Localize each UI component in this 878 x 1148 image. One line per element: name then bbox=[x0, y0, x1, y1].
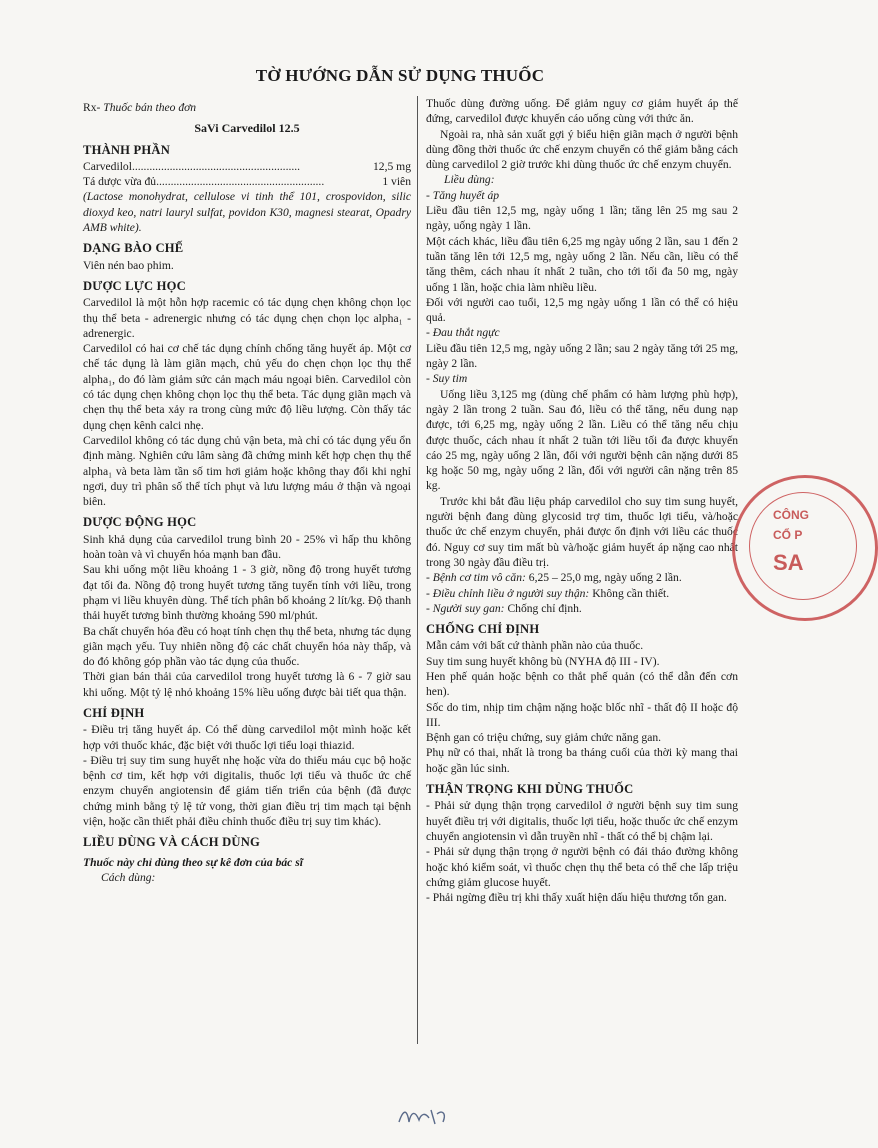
precaution-item: - Phải sử dụng thận trọng ở người bệnh có đái tháo đường không hoặc khó kiểm soát, vì thuốc chẹn thụ thể beta có thể che lấp triệu chứng giảm glucose huyết. bbox=[426, 845, 738, 889]
pharmacokinetics-paragraph: Sinh khả dụng của carvedilol trung bình 20 - 25% vì hấp thu không hoàn toàn và vì chuyển hóa mạnh ban đầu. bbox=[83, 532, 411, 562]
rx-text: Thuốc bán theo đơn bbox=[103, 101, 197, 114]
section-pharmacokinetics-title: DƯỢC ĐỘNG HỌC bbox=[83, 515, 197, 530]
cardiomyopathy-line bbox=[426, 570, 738, 585]
indications-paragraph: - Điều trị tăng huyết áp. Có thể dùng carvedilol một mình hoặc kết hợp với thuốc khác, đặc biệt với thuốc lợi tiểu loại thiazid. bbox=[83, 723, 411, 752]
section-composition-title: THÀNH PHẦN bbox=[83, 142, 171, 157]
pharmacodynamics-paragraph: Carvedilol là một hỗn hợp racemic có tác dụng chẹn không chọn lọc thụ thể beta - adrenergic nhưng có tác dụng chẹn chọn lọc alpha₁ - adrenergic. bbox=[83, 296, 411, 340]
pharmacodynamics-paragraph: Carvedilol có hai cơ chế tác dụng chính chống tăng huyết áp. Một cơ chế tác dụng là làm giãn mạch, chủ yếu do chẹn chọn lọc thụ thể alpha₁, do đó làm giảm sức cản mạch máu ngoại biên. Carvedilol còn có tác dụng chẹn không chọn lọc thụ thể beta. Tác dụng giãn mạch và chẹn thụ thể beta xảy ra trong cùng mức độ liều lượng. Còn thấy tác dụng chẹn kênh calci nhẹ. bbox=[83, 342, 411, 432]
composition-active-value: 12,5 mg bbox=[372, 159, 411, 173]
composition-dots: .......................................................... bbox=[131, 159, 301, 173]
pharmacodynamics-paragraph: Carvedilol không có tác dụng chủ vận beta, mà chỉ có tác dụng yếu ổn định màng. Nghiên cứu lâm sàng đã chứng minh kết hợp chẹn thụ thể alpha₁ và beta làm tần số tim hơi giảm hoặc không thay đổi khi nghỉ ngơi, duy trì phân số thể tích phụt và lưu lượng máu ở thận và ngoại biên. bbox=[83, 433, 411, 509]
heart-failure-paragraph: Trước khi bắt đầu liệu pháp carvedilol cho suy tim sung huyết, người bệnh đang dùng glycosid trợ tim, thuốc lợi tiểu, và/hoặc thuốc ức chế enzym chuyển, phải được ổn định với liều các thuốc đó. Nguy cơ suy tim mất bù và/hoặc giảm huyết áp nặng cao nhất trong 30 ngày đầu điều trị. bbox=[426, 494, 738, 569]
renal-text: Không cần thiết. bbox=[592, 586, 670, 600]
section-indications-title: CHỈ ĐỊNH bbox=[83, 705, 145, 720]
rx-line bbox=[83, 100, 411, 115]
stamp-text-line2: CỔ P bbox=[773, 528, 803, 542]
precaution-item: - Phải ngừng điều trị khi thấy xuất hiện dấu hiệu thương tổn gan. bbox=[426, 891, 727, 905]
right-column bbox=[426, 96, 738, 905]
composition-excipients-list: (Lactose monohydrat, cellulose vi tinh thể 101, crospovidon, silic dioxyd keo, natri lauryl sulfat, povidon K30, magnesi stearat, Opadry AMB white). bbox=[83, 190, 411, 235]
rx-label: Rx- bbox=[83, 101, 101, 114]
cardiomyopathy-text: 6,25 – 25,0 mg, ngày uống 2 lần. bbox=[528, 571, 682, 585]
renal-label: - Điều chỉnh liều ở người suy thận: bbox=[426, 586, 590, 600]
prescription-note: Thuốc này chỉ dùng theo sự kê đơn của bác sĩ bbox=[83, 855, 303, 869]
contraindication-item: Sốc do tim, nhịp tim chậm nặng hoặc blốc nhĩ - thất độ II hoặc độ III. bbox=[426, 700, 738, 729]
section-pharmacodynamics-title: DƯỢC LỰC HỌC bbox=[83, 278, 186, 293]
contraindication-item: Phụ nữ có thai, nhất là trong ba tháng cuối của thời kỳ mang thai hoặc gần lúc sinh. bbox=[426, 746, 738, 775]
administration-label: Cách dùng: bbox=[101, 870, 156, 884]
composition-excipient-name: Tá dược vừa đủ bbox=[83, 175, 157, 189]
hypertension-heading: - Tăng huyết áp bbox=[426, 188, 500, 202]
cardiomyopathy-label: - Bệnh cơ tim vô căn: bbox=[426, 571, 526, 585]
composition-row-active bbox=[83, 159, 411, 174]
hypertension-paragraph: Liều đầu tiên 12,5 mg, ngày uống 1 lần; tăng lên 25 mg sau 2 ngày, uống ngày 1 lần. bbox=[426, 204, 738, 233]
composition-row-excipient bbox=[83, 174, 411, 189]
dosage-form-text: Viên nén bao phim. bbox=[83, 258, 174, 272]
section-dosage-title: LIỀU DÙNG VÀ CÁCH DÙNG bbox=[83, 835, 260, 850]
contraindication-item: Hen phế quản hoặc bệnh co thắt phế quản (có thể dẫn đến cơn hen). bbox=[426, 669, 738, 699]
left-column bbox=[83, 96, 411, 885]
section-precautions-title: THẬN TRỌNG KHI DÙNG THUỐC bbox=[426, 782, 634, 797]
pharmacokinetics-paragraph: Ba chất chuyển hóa đều có hoạt tính chẹn thụ thể beta, nhưng tác dụng giãn mạch yếu. Tuy nhiên nồng độ các chất chuyển hóa này thấp, và do đó không góp phần vào tác dụng của thuốc. bbox=[83, 624, 411, 669]
heart-failure-heading: - Suy tim bbox=[426, 372, 468, 386]
pharmacokinetics-paragraph: Sau khi uống một liều khoảng 1 - 3 giờ, nồng độ trong huyết tương đạt tối đa. Nồng độ trong huyết tương tăng tuyến tính với liều, trong phạm vi liều khuyên dùng. Thể tích phân bố khoảng 2 lít/kg. Độ thanh thải huyết tương bình thường khoảng 590 ml/phút. bbox=[83, 563, 411, 623]
contraindication-item: Bệnh gan có triệu chứng, suy giảm chức năng gan. bbox=[426, 731, 662, 745]
stamp-text-line1: CÔNG bbox=[773, 508, 809, 522]
hypertension-paragraph: Một cách khác, liều đầu tiên 6,25 mg ngày uống 2 lần, sau 1 đến 2 tuần tăng lên tới 12,5 mg, ngày uống 2 lần. Nếu cần, liều có thể tăng thêm, cách nhau ít nhất 2 tuần, cho tới tối đa 50 mg, ngày uống 1 lần, hoặc chia làm nhiều liều. bbox=[426, 234, 738, 294]
administration-paragraph: Ngoài ra, nhà sản xuất gợi ý biểu hiện giãn mạch ở người bệnh dùng đồng thời thuốc ức chế enzym chuyển có thể giảm bằng cách dùng carvedilol 2 giờ trước khi dùng thuốc ức chế enzym chuyển. bbox=[426, 127, 738, 172]
hepatic-line bbox=[426, 601, 738, 616]
pharmacokinetics-paragraph: Thời gian bán thải của carvedilol trong huyết tương là 6 - 7 giờ sau khi uống. Một tỷ lệ nhỏ khoảng 15% liều uống được bài tiết qua thận. bbox=[83, 670, 411, 699]
hepatic-text: Chống chỉ định. bbox=[507, 601, 582, 615]
hepatic-label: - Người suy gan: bbox=[426, 601, 505, 615]
renal-line bbox=[426, 586, 738, 601]
heart-failure-paragraph: Uống liều 3,125 mg (dùng chế phẩm có hàm lượng phù hợp), ngày 2 lần trong 2 tuần. Sau đó, liều có thể tăng, nếu dung nạp được, tới 6,25 mg, ngày uống 2 lần. Liều có thể tăng nếu chịu được thuốc, cách nhau ít nhất 2 tuần tới liều tối đa được khuyến cáo 25 mg, ngày uống 2 lần, đối với người bệnh cân nặng dưới 85 kg hoặc 50 mg, ngày uống 2 lần, đối với người cân nặng trên 85 kg. bbox=[426, 387, 738, 493]
angina-heading: - Đau thắt ngực bbox=[426, 326, 500, 340]
composition-dots: .......................................................... bbox=[156, 175, 325, 189]
precaution-item: - Phải sử dụng thận trọng carvedilol ở người bệnh suy tim sung huyết điều trị với digitalis, thuốc lợi tiểu, hoặc thuốc ức chế enzym chuyển angiotensin vì dẫn truyền nhĩ - thất có thể bị chậm lại. bbox=[426, 799, 738, 843]
administration-paragraph: Thuốc dùng đường uống. Để giảm nguy cơ giảm huyết áp thế đứng, carvedilol được khuyến cáo uống cùng với thức ăn. bbox=[426, 97, 738, 126]
hypertension-paragraph: Đối với người cao tuổi, 12,5 mg ngày uống 1 lần có thể có hiệu quả. bbox=[426, 295, 738, 325]
angina-paragraph: Liều đầu tiên 12,5 mg, ngày uống 2 lần; sau 2 ngày tăng tới 25 mg, ngày 2 lần. bbox=[426, 341, 738, 371]
composition-active-name: Carvedilol bbox=[83, 159, 132, 173]
company-stamp bbox=[732, 475, 878, 621]
indications-paragraph: - Điều trị suy tim sung huyết nhẹ hoặc vừa do thiếu máu cục bộ hoặc bệnh cơ tim, kết hợp với digitalis, thuốc lợi tiểu và thuốc ức chế enzym chuyển angiotensin để giảm tiến triển của bệnh (đã được chứng minh bằng tỷ lệ tử vong, thời gian điều trị tim mạch tại bệnh viện, hoặc cần thiết phải điều chỉnh thuốc điều trị suy tim khác). bbox=[83, 753, 411, 829]
product-name: SaVi Carvedilol 12.5 bbox=[194, 121, 300, 136]
document-title: TỜ HƯỚNG DẪN SỬ DỤNG THUỐC bbox=[255, 66, 545, 85]
stamp-text-line3: SA bbox=[773, 550, 804, 575]
section-dosage-form-title: DẠNG BÀO CHẾ bbox=[83, 241, 184, 256]
column-divider bbox=[417, 96, 418, 1044]
section-contraindications-title: CHỐNG CHỈ ĐỊNH bbox=[426, 622, 540, 637]
contraindication-item: Suy tim sung huyết không bù (NYHA độ III - IV). bbox=[426, 654, 660, 668]
signature-mark bbox=[395, 1100, 455, 1130]
composition-excipient-value: 1 viên bbox=[382, 175, 411, 189]
dosage-label: Liều dùng: bbox=[444, 173, 495, 187]
contraindication-item: Mẫn cảm với bất cứ thành phần nào của thuốc. bbox=[426, 639, 644, 653]
